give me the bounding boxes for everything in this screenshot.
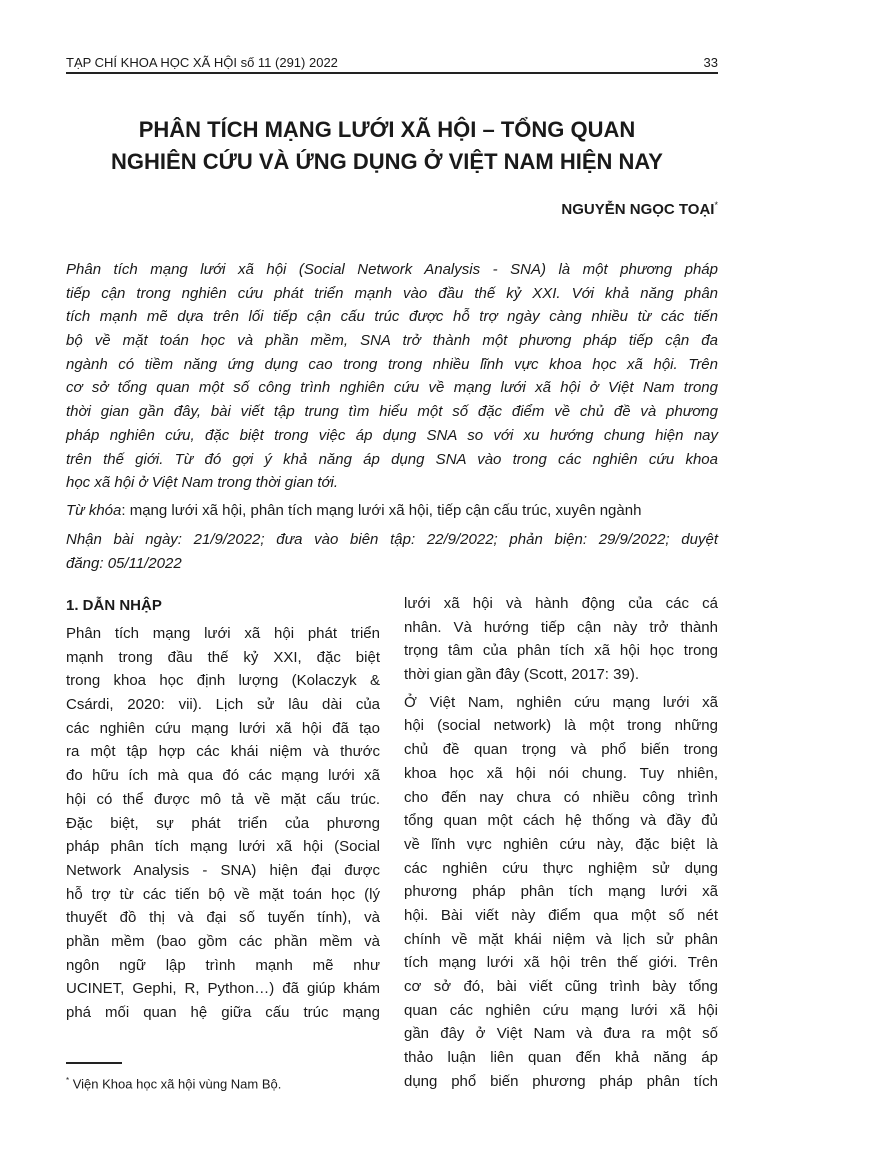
text-line: lưới xã hội và hành động của các cá xyxy=(404,595,718,612)
text-line: Ở Việt Nam, nghiên cứu mạng lưới xã xyxy=(404,693,718,711)
text-line: hội có thể được mô tả về mặt cấu trúc. xyxy=(66,790,380,808)
text-line: tổng quan một cách hệ thống và đầy đủ xyxy=(404,812,718,830)
text-line: Network Analysis - SNA) hiện đại được xyxy=(66,861,380,879)
text-line: thảo luận liên quan đến khả năng áp xyxy=(404,1049,718,1067)
text-line: Phân tích mạng lưới xã hội (Social Network Analysis - SNA) là một phương pháp xyxy=(66,261,718,278)
author xyxy=(561,200,718,218)
keywords-text: : mạng lưới xã hội, phân tích mạng lưới xã hội, tiếp cận cấu trúc, xuyên ngành xyxy=(121,502,642,519)
text-line: đo hữu ích mà qua đó các mạng lưới xã xyxy=(66,767,380,785)
running-header xyxy=(66,54,718,74)
text-line: phương pháp phân tích mạng lưới xã xyxy=(404,883,718,901)
text-line: cơ sở đó, bài viết cũng trình bày tổng xyxy=(404,978,718,995)
submission-dates xyxy=(66,528,718,575)
text-line: pháp phân tích mạng lưới xã hội (Social xyxy=(66,838,380,856)
footnote-text: Viện Khoa học xã hội vùng Nam Bộ. xyxy=(69,1076,282,1092)
text-line: ra một tập hợp các khái niệm và thước xyxy=(66,743,380,761)
footnote-rule xyxy=(66,1062,122,1064)
text-line: dụng phổ biến phương pháp phân tích xyxy=(404,1072,718,1090)
text-line: hội. Bài viết này điểm qua một số nét xyxy=(404,906,718,924)
text-line: chủ đề quan trọng và phổ biến trong xyxy=(404,741,718,759)
page-number: 33 xyxy=(703,55,718,70)
author-footnote-mark: * xyxy=(714,200,718,210)
text-line: cơ sở tổng quan một số công trình nghiên cứu về mạng lưới xã hội ở Việt Nam trong xyxy=(66,379,718,397)
text-line: trọng tâm của phân tích xã hội học trong xyxy=(404,642,718,660)
text-line: về lĩnh vực nghiên cứu này, đặc biệt là xyxy=(404,835,718,853)
text-line: trong khoa học định lượng (Kolaczyk & xyxy=(66,672,380,690)
text-line: Nhận bài ngày: 21/9/2022; đưa vào biên tập: 22/9/2022; phản biện: 29/9/2022; duyệt xyxy=(66,531,718,548)
text-line: pháp nghiên cứu, đặc biệt trong việc áp dụng SNA so với xu hướng chung hiện nay xyxy=(66,426,718,444)
right-column xyxy=(404,592,718,1093)
footnote xyxy=(66,1076,281,1091)
section-heading: 1. DẪN NHẬP xyxy=(66,597,162,614)
text-line: các nghiên cứu thực nghiệm sử dụng xyxy=(404,859,718,877)
text-line: ngôn ngữ lập trình mạnh mẽ như xyxy=(66,956,380,974)
text-line: Csárdi, 2020: vii). Lịch sử lâu dài của xyxy=(66,696,380,714)
text-line: thời gian gần đây (Scott, 2017: 39). xyxy=(404,666,639,684)
text-line: nhân. Và hướng tiếp cận này trở thành xyxy=(404,618,718,636)
text-line: Phân tích mạng lưới xã hội phát triển xyxy=(66,625,380,642)
text-line: đăng: 05/11/2022 xyxy=(66,554,182,572)
keywords-label: Từ khóa xyxy=(66,502,122,519)
text-line: tích mạng lưới xã hội trên thế giới. Trên xyxy=(404,954,718,972)
text-line: học xã hội ở Việt Nam trong thời gian tới. xyxy=(66,474,339,492)
text-line: ngành có tiềm năng ứng dụng cao trong trong nhiều lĩnh vực khoa học xã hội. Trên xyxy=(66,355,718,373)
paragraph xyxy=(404,691,718,1094)
text-line: Đặc biệt, sự phát triển của phương xyxy=(66,814,380,832)
title-line: NGHIÊN CỨU VÀ ỨNG DỤNG Ở VIỆT NAM HIỆN NAY xyxy=(111,149,663,174)
footnote-mark: * xyxy=(66,1076,70,1085)
article-title xyxy=(66,114,718,178)
text-line: phần mềm (bao gồm các phần mềm và xyxy=(66,932,380,950)
text-line: cho đến nay chưa có nhiều công trình xyxy=(404,788,718,806)
journal-title: TẠP CHÍ KHOA HỌC XÃ HỘI số 11 (291) 2022 xyxy=(66,55,338,70)
text-line: hội (social network) là một trong những xyxy=(404,717,718,735)
text-line: bộ về mặt toán học và phần mềm, SNA trở thành một phương pháp tiếp cận đa xyxy=(66,332,718,350)
text-line: các nghiên cứu mạng lưới xã hội đã tạo xyxy=(66,719,380,737)
paragraph xyxy=(404,592,718,687)
text-line: mạnh trong đầu thế kỷ XXI, đặc biệt xyxy=(66,648,380,666)
text-line: UCINET, Gephi, R, Python…) đã giúp khám xyxy=(66,980,380,998)
text-line: tích mạnh mẽ dựa trên lối tiếp cận cấu trúc được hỗ trợ ngày càng nhiều từ các tiến xyxy=(66,308,718,326)
text-line: thuyết đồ thị và đại số tuyến tính), và xyxy=(66,909,380,927)
text-line: tiếp cận trong nghiên cứu phát triển mạnh vào đầu thế kỷ XXI. Với khả năng phân xyxy=(66,284,718,302)
text-line: chính về mặt khái niệm và lịch sử phân xyxy=(404,930,718,948)
text-line: quan các nghiên cứu mạng lưới xã hội xyxy=(404,1001,718,1019)
text-line: gần đây ở Việt Nam và đưa ra một số xyxy=(404,1025,718,1043)
abstract xyxy=(66,258,718,495)
text-line: hỗ trợ từ các tiến bộ về mặt toán học (lý xyxy=(66,885,380,903)
text-line: trên thế giới. Từ đó gợi ý khả năng áp dụng SNA vào trong các nghiên cứu khoa xyxy=(66,450,718,468)
title-line: PHÂN TÍCH MẠNG LƯỚI XÃ HỘI – TỔNG QUAN xyxy=(138,117,636,142)
keywords xyxy=(66,502,718,519)
left-column xyxy=(66,594,380,1025)
text-line: thời gian gần đây, bài viết tập trung tìm hiểu một số đặc điểm về chủ đề và phương xyxy=(66,403,718,421)
text-line: phá mối quan hệ giữa cấu trúc mạng xyxy=(66,1004,380,1021)
paragraph xyxy=(66,622,380,1025)
author-name: NGUYỄN NGỌC TOẠI xyxy=(561,201,715,218)
text-line: khoa học xã hội nói chung. Tuy nhiên, xyxy=(404,764,718,782)
